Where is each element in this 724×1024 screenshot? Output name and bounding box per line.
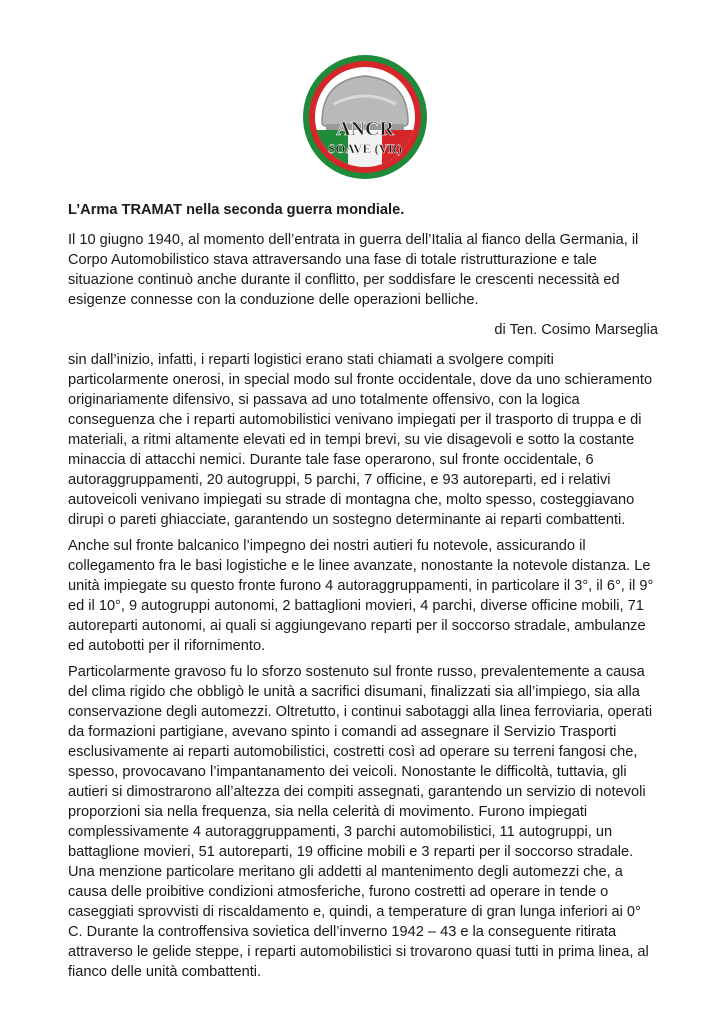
body-paragraph-2: Anche sul fronte balcanico l’impegno dei nostri autieri fu notevole, assicurando il collegamento fra le basi logistiche e le linee avanzate, nonostante la notevole distanza. Le unità impiegate su questo fronte furono 4 autoraggruppamenti, in particolare il 3°, il 6°, il 9° ed il 10°, 9 autogruppi autonomi, 2 battaglioni movieri, 4 parchi, diverse officine mobili, 71 autoreparti autonomi, ai quali si aggiungevano reparti per il soccorso stradale, ambulanze ed autobotti per il rifornimento. [68,538,654,654]
body-paragraph-1: sin dall’inizio, infatti, i reparti logistici erano stati chiamati a svolgere compiti particolarmente onerosi, in special modo sul fronte occidentale, dove da uno schieramento originariamente difensivo, si passava ad uno totalmente offensivo, con la logica conseguenza che i reparti automobilistici venivano impiegati per il trasporto di truppa e di materiali, a ritmi altamente elevati ed in tempi brevi, su vie disagevoli e sotto la costante minaccia di attacchi nemici. Durante tale fase operarono, sul fronte occidentale, 6 autoraggruppamenti, 20 autogruppi, 5 parchi, 7 officine, e 93 autoreparti, ed i relativi autoveicoli venivano impiegati su strade di montagna che, molto spesso, costeggiavano dirupi o pareti ghiacciate, garantendo un sostegno determinante ai reparti combattenti. [68,352,653,528]
intro-paragraph: Il 10 giugno 1940, al momento dell’entrata in guerra dell’Italia al fianco della Germania, il Corpo Automobilistico stava attraversando una fase di totale ristrutturazione e tale situazione continuò anche durante il conflitto, per soddisfare le crescenti necessità ed esigenze connesse con la conduzione delle operazioni belliche. [68,232,639,308]
ancr-soave-logo [300,52,430,182]
logo-text-ancr: ANCR [336,118,394,140]
document-title: L’Arma TRAMAT nella seconda guerra mondiale. [68,202,405,218]
author-line: di Ten. Cosimo Marseglia [494,322,658,338]
logo-text-soave: SOAVE (VR) [328,141,402,156]
body-paragraph-3: Particolarmente gravoso fu lo sforzo sostenuto sul fronte russo, prevalentemente a causa del clima rigido che obbligò le unità a sacrifici disumani, finalizzati sia all’impiego, sia alla conservazione degli automezzi. Oltretutto, i continui sabotaggi alla linea ferroviaria, operati da formazioni partigiane, avevano spinto i comandi ad assegnare il Servizio Trasporti esclusivamente ai reparti automobilistici, costretti così ad operare su terreni fangosi che, spesso, provocavano l’impantanamento dei veicoli. Nonostante le difficoltà, tuttavia, gli autieri si dimostrarono all’altezza dei compiti assegnati, garantendo un servizio di notevoli proporzioni sia nella frequenza, sia nella celerità di movimento. Furono impiegati complessivamente 4 autoraggruppamenti, 3 parchi automobilistici, 11 autogruppi, un battaglione movieri, 51 autoreparti, 19 officine mobili e 3 reparti per il soccorso stradale. Una menzione particolare meritano gli addetti al mantenimento degli automezzi che, a causa delle proibitive condizioni atmosferiche, furono costretti ad operare in tende o caseggiati sprovvisti di riscaldamento e, quindi, a temperature di gran lunga inferiori ai 0° C. Durante la controffensiva sovietica dell’inverno 1942 – 43 e la conseguente ritirata attraverso le gelide steppe, i reparti automobilistici si trovarono quasi tutti in prima linea, al fianco delle unità combattenti. [68,664,653,980]
